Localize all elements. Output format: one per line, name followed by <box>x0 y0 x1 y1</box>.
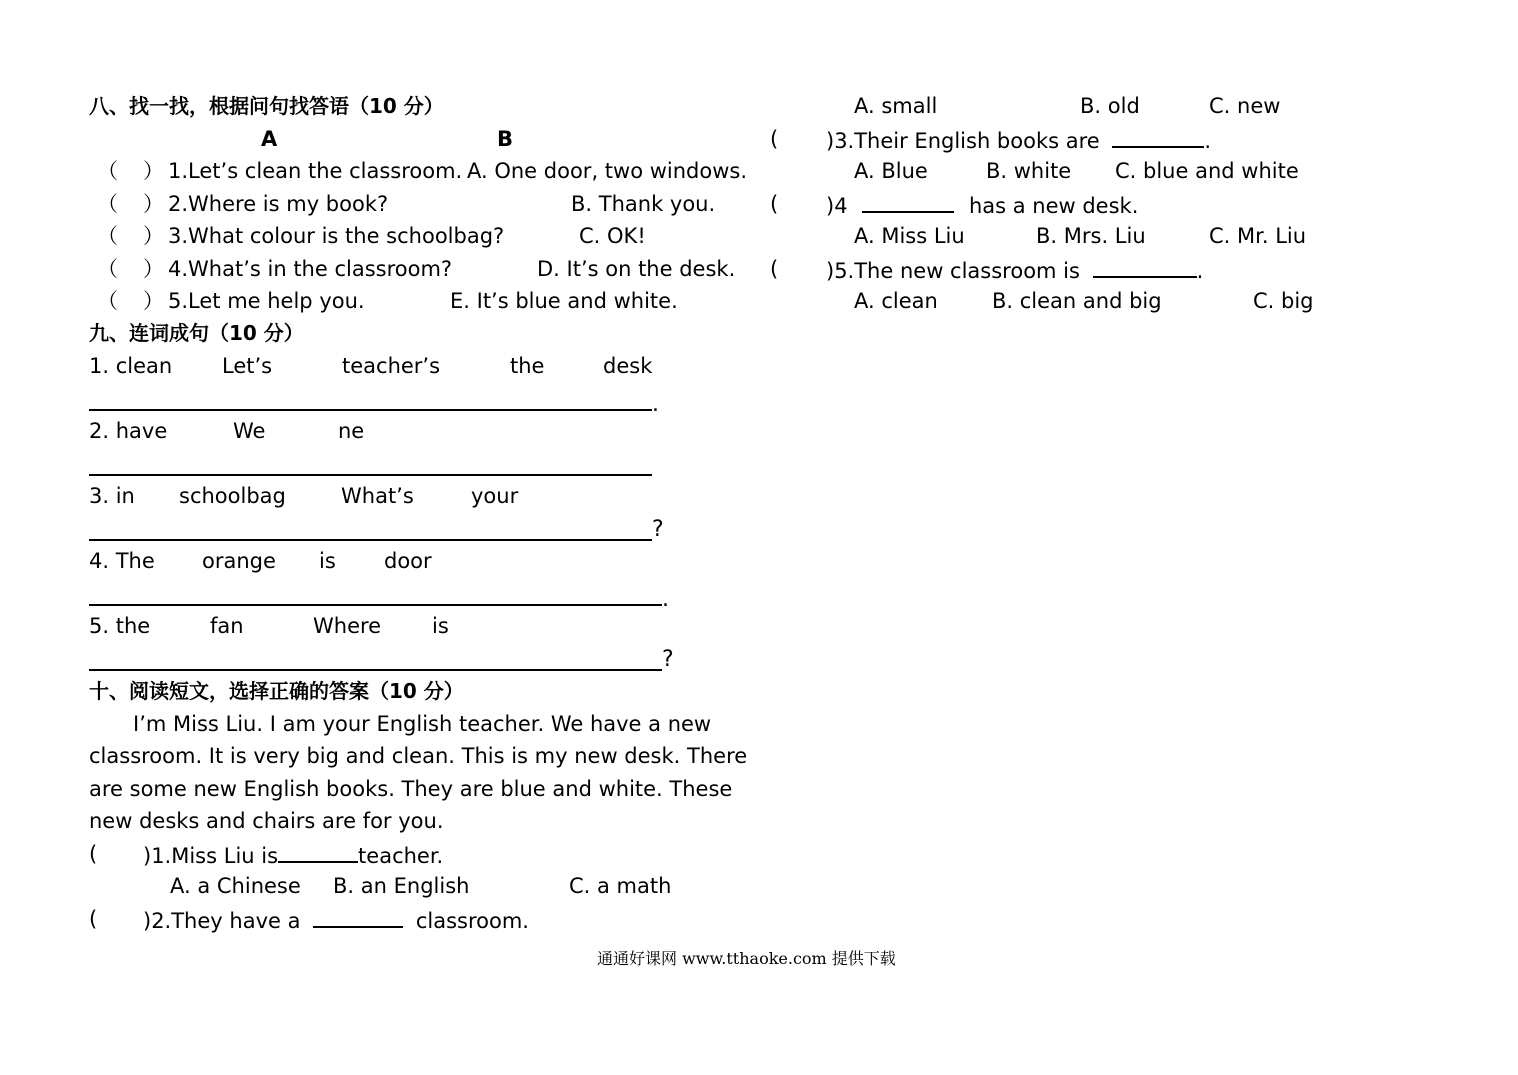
answer-paren-close: ） <box>143 224 164 248</box>
answer-d: D. It’s on the desk. <box>537 257 736 281</box>
reading-question-2 <box>143 906 529 934</box>
question-text: )1.Miss Liu is <box>143 844 279 868</box>
sentence-end-mark: ? <box>662 647 674 672</box>
question-text: )5.The new classroom is <box>826 259 1080 283</box>
scrambled-word: schoolbag <box>179 484 286 508</box>
question-3: 3.What colour is the schoolbag? <box>168 224 505 248</box>
scrambled-word: 2. have <box>89 419 168 443</box>
answer-paren-close: ） <box>143 289 164 313</box>
answer-paren-close: ） <box>143 159 164 183</box>
section-9-title: 九、连词成句（10 分） <box>89 321 304 345</box>
question-4: 4.What’s in the classroom? <box>168 257 453 281</box>
question-5: 5.Let me help you. <box>168 289 365 313</box>
section-8-title: 八、找一找，根据问句找答语（10 分） <box>89 94 444 118</box>
answer-e: E. It’s blue and white. <box>450 289 678 313</box>
scrambled-word: ne <box>338 419 365 443</box>
question-text: )3.Their English books are <box>826 129 1100 153</box>
answer-paren-close: ） <box>143 257 164 281</box>
question-text: classroom. <box>415 909 529 933</box>
scrambled-word: We <box>233 419 266 443</box>
answer-line[interactable] <box>89 539 652 541</box>
question-text: )2.They have a <box>143 909 301 933</box>
question-text: . <box>1204 129 1212 153</box>
answer-line[interactable] <box>89 474 652 476</box>
answer-blank[interactable] <box>1112 126 1204 148</box>
option-b: B. old <box>1080 94 1140 118</box>
answer-paren-open: （ <box>97 192 118 216</box>
answer-blank[interactable] <box>862 191 954 213</box>
scrambled-word: What’s <box>341 484 414 508</box>
option-a: A. a Chinese <box>170 874 301 898</box>
column-b-header: B <box>497 127 514 151</box>
passage-line: are some new English books. They are blue and white. These <box>89 777 733 801</box>
answer-line[interactable] <box>89 604 662 606</box>
option-a: A. Miss Liu <box>854 224 965 248</box>
reading-question-3 <box>826 126 1211 154</box>
passage-line: I’m Miss Liu. I am your English teacher. We have a new <box>133 712 712 736</box>
answer-blank[interactable] <box>313 906 403 928</box>
option-a: A. small <box>854 94 938 118</box>
scrambled-word: 3. in <box>89 484 135 508</box>
scrambled-word: the <box>510 354 545 378</box>
answer-paren-open: （ <box>97 289 118 313</box>
answer-paren-open: ( <box>770 192 779 216</box>
answer-b: B. Thank you. <box>571 192 716 216</box>
option-c: C. blue and white <box>1115 159 1299 183</box>
scrambled-word: 5. the <box>89 614 151 638</box>
answer-paren-close: ） <box>143 192 164 216</box>
answer-line[interactable] <box>89 669 662 671</box>
option-c: C. big <box>1253 289 1314 313</box>
answer-paren-open: （ <box>97 224 118 248</box>
reading-question-1 <box>143 841 443 869</box>
reading-question-5 <box>826 256 1203 284</box>
scrambled-word: door <box>384 549 432 573</box>
answer-paren-open: ( <box>770 127 779 151</box>
option-b: B. clean and big <box>992 289 1162 313</box>
question-text: )4 <box>826 194 848 218</box>
question-1: 1.Let’s clean the classroom. <box>168 159 463 183</box>
option-c: C. new <box>1209 94 1281 118</box>
answer-paren-open: ( <box>89 907 98 931</box>
answer-paren-open: ( <box>89 842 98 866</box>
column-a-header: A <box>261 127 278 151</box>
answer-paren-open: （ <box>97 257 118 281</box>
scrambled-word: is <box>319 549 336 573</box>
option-b: B. an English <box>333 874 470 898</box>
passage-line: new desks and chairs are for you. <box>89 809 444 833</box>
passage-line: classroom. It is very big and clean. This is my new desk. There <box>89 744 748 768</box>
scrambled-word: Let’s <box>222 354 273 378</box>
scrambled-word: Where <box>313 614 382 638</box>
option-c: C. a math <box>569 874 672 898</box>
option-a: A. clean <box>854 289 938 313</box>
answer-paren-open: ( <box>770 257 779 281</box>
question-text: teacher. <box>358 844 444 868</box>
answer-paren-open: （ <box>97 159 118 183</box>
scrambled-word: is <box>432 614 449 638</box>
answer-blank[interactable] <box>1093 256 1197 278</box>
scrambled-word: fan <box>210 614 244 638</box>
answer-blank[interactable] <box>278 841 358 863</box>
scrambled-word: 4. The <box>89 549 155 573</box>
answer-line[interactable] <box>89 409 652 411</box>
sentence-end-mark: ? <box>652 517 664 542</box>
scrambled-word: desk <box>603 354 653 378</box>
sentence-end-mark: . <box>662 587 669 612</box>
footer-source: 通通好课网 www.tthaoke.com 提供下载 <box>597 949 896 968</box>
answer-c: C. OK! <box>579 224 646 248</box>
option-c: C. Mr. Liu <box>1209 224 1307 248</box>
scrambled-word: your <box>471 484 519 508</box>
question-text: has a new desk. <box>968 194 1139 218</box>
option-b: B. Mrs. Liu <box>1036 224 1146 248</box>
question-text: . <box>1196 259 1204 283</box>
scrambled-word: teacher’s <box>342 354 441 378</box>
question-2: 2.Where is my book? <box>168 192 389 216</box>
scrambled-word: 1. clean <box>89 354 173 378</box>
sentence-end-mark: . <box>652 392 659 417</box>
option-a: A. Blue <box>854 159 928 183</box>
option-b: B. white <box>986 159 1072 183</box>
scrambled-word: orange <box>202 549 276 573</box>
answer-a: A. One door, two windows. <box>467 159 748 183</box>
section-10-title: 十、阅读短文，选择正确的答案（10 分） <box>89 679 464 703</box>
reading-question-4 <box>826 191 1138 219</box>
